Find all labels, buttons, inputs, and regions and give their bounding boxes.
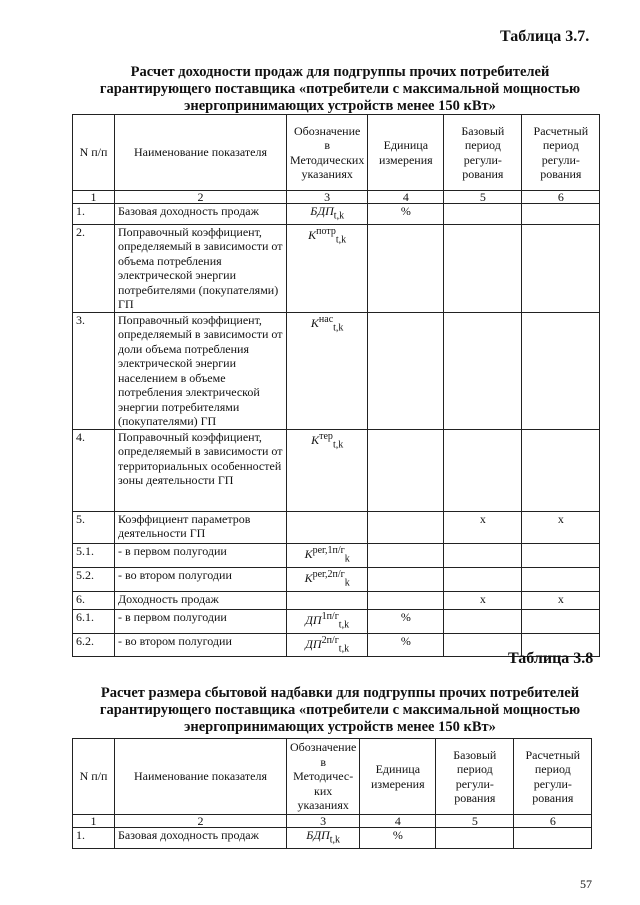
header-unit: Единица измерения: [360, 739, 436, 815]
header-unit: Единица измерения: [368, 115, 444, 191]
header-calc-period: Расчетный период регули-рования: [522, 115, 600, 191]
column-numbers-row: [73, 815, 592, 828]
indicator-name: Доходность продаж: [115, 591, 287, 609]
calc-period-cell: [514, 828, 592, 849]
base-period-cell: [444, 224, 522, 312]
header-calc-period: Расчетный период регули-рования: [514, 739, 592, 815]
col-number: 5: [436, 815, 514, 828]
table-row: [73, 609, 600, 633]
col-number: 3: [287, 191, 368, 204]
designation-cell: [287, 224, 368, 312]
calc-period-cell: [522, 609, 600, 633]
col-number: 4: [360, 815, 436, 828]
designation-cell: [287, 312, 368, 429]
table-row: [73, 543, 600, 567]
designation-symbol: ДП: [305, 612, 322, 627]
designation-cell: [287, 567, 368, 591]
designation-superscript: рег,1п/г: [312, 544, 345, 556]
header-num: N п/п: [73, 739, 115, 815]
heading-line: энергопринимающих устройств менее 150 кВт»: [184, 719, 496, 735]
indicator-name: - в первом полугодии: [115, 543, 287, 567]
header-name: Наименование показателя: [115, 115, 287, 191]
table-3-7-label: Таблица 3.7.: [500, 28, 590, 45]
col-number: 3: [287, 815, 360, 828]
designation-subscript: t,k: [329, 834, 341, 846]
header-name: Наименование показателя: [115, 739, 287, 815]
unit-cell: %: [368, 633, 444, 657]
designation-subscript: t,k: [335, 234, 347, 246]
table-row: [73, 312, 600, 429]
designation-subscript: t,k: [333, 210, 345, 222]
designation-superscript: тер: [319, 430, 333, 442]
row-number: 4.: [73, 429, 115, 511]
unit-cell: %: [360, 828, 436, 849]
col-number: 5: [444, 191, 522, 204]
indicator-name: Поправочный коэффициент, определяемый в зависимости от территориальных особенностей зоны деятельности ГП: [115, 429, 287, 511]
unit-cell: [368, 511, 444, 543]
header-base-period: Базовый период регули-рования: [444, 115, 522, 191]
row-number: 5.2.: [73, 567, 115, 591]
col-number: 1: [73, 191, 115, 204]
heading-line: энергопринимающих устройств менее 150 кВт»: [184, 98, 496, 114]
row-number: 6.: [73, 591, 115, 609]
designation-symbol: БДП: [306, 828, 330, 842]
table-row: [73, 828, 592, 849]
base-period-cell: x: [444, 511, 522, 543]
col-number: 2: [115, 815, 287, 828]
designation-cell: [287, 429, 368, 511]
designation-symbol: K: [304, 570, 313, 585]
unit-cell: [368, 591, 444, 609]
unit-cell: [368, 312, 444, 429]
row-number: 6.1.: [73, 609, 115, 633]
table-3-7: [72, 114, 600, 657]
designation-cell: [287, 511, 368, 543]
calc-period-cell: [522, 312, 600, 429]
base-period-cell: [444, 429, 522, 511]
designation-subscript: k: [344, 577, 350, 589]
designation-superscript: потр: [316, 225, 336, 237]
table-row: [73, 429, 600, 511]
unit-cell: [368, 224, 444, 312]
designation-cell: [287, 591, 368, 609]
col-number: 2: [115, 191, 287, 204]
table-3-8-heading: [60, 685, 620, 736]
indicator-name: Поправочный коэффициент, определяемый в зависимости от объема потребления электрической энергии потребителями (покупателями) ГП: [115, 224, 287, 312]
indicator-name: Коэффициент параметров деятельности ГП: [115, 511, 287, 543]
row-number: 1.: [73, 204, 115, 225]
base-period-cell: [444, 312, 522, 429]
designation-superscript: 1п/г: [321, 610, 339, 622]
designation-subscript: t,k: [332, 439, 344, 451]
designation-symbol: ДП: [305, 636, 322, 651]
designation-superscript: нас: [318, 313, 334, 325]
header-base-period: Базовый период регули-рования: [436, 739, 514, 815]
designation-cell: [287, 204, 368, 225]
indicator-name: Базовая доходность продаж: [115, 204, 287, 225]
base-period-cell: x: [444, 591, 522, 609]
heading-line: Расчет доходности продаж для подгруппы прочих потребителей: [130, 64, 550, 80]
col-number: 6: [514, 815, 592, 828]
row-number: 5.: [73, 511, 115, 543]
calc-period-cell: [522, 543, 600, 567]
header-num: N п/п: [73, 115, 115, 191]
designation-cell: [287, 828, 360, 849]
indicator-name: - во втором полугодии: [115, 567, 287, 591]
designation-cell: [287, 543, 368, 567]
designation-symbol: K: [304, 546, 313, 561]
row-number: 3.: [73, 312, 115, 429]
indicator-name: Поправочный коэффициент, определяемый в зависимости от доли объема потребления электрической энергии населением в объеме потребления электрической энергии потребителями (покупателями) ГП: [115, 312, 287, 429]
col-number: 4: [368, 191, 444, 204]
calc-period-cell: x: [522, 591, 600, 609]
calc-period-cell: x: [522, 511, 600, 543]
page-number: 57: [580, 877, 592, 891]
heading-line: Расчет размера сбытовой надбавки для подгруппы прочих потребителей: [100, 685, 580, 701]
base-period-cell: [436, 828, 514, 849]
col-number: 1: [73, 815, 115, 828]
base-period-cell: [444, 567, 522, 591]
row-number: 1.: [73, 828, 115, 849]
header-designation: Обозначение в Методичес-ких указаниях: [287, 739, 360, 815]
designation-symbol: K: [311, 432, 320, 447]
designation-cell: [287, 609, 368, 633]
designation-symbol: БДП: [310, 204, 334, 218]
designation-superscript: рег,2п/г: [312, 568, 345, 580]
unit-cell: %: [368, 609, 444, 633]
designation-symbol: K: [308, 227, 317, 242]
col-number: 6: [522, 191, 600, 204]
table-3-7-heading: [60, 64, 620, 115]
designation-subscript: t,k: [338, 642, 350, 654]
table-row: [73, 511, 600, 543]
row-number: 2.: [73, 224, 115, 312]
table-row: [73, 204, 600, 225]
table-row: [73, 224, 600, 312]
base-period-cell: [444, 204, 522, 225]
table-row: [73, 567, 600, 591]
base-period-cell: [444, 543, 522, 567]
indicator-name: - во втором полугодии: [115, 633, 287, 657]
unit-cell: [368, 429, 444, 511]
header-designation: Обозначение в Методических указаниях: [287, 115, 368, 191]
row-number: 6.2.: [73, 633, 115, 657]
table-3-8: [72, 738, 592, 849]
table-3-8-label: Таблица 3.8: [508, 650, 594, 667]
base-period-cell: [444, 609, 522, 633]
calc-period-cell: [522, 429, 600, 511]
unit-cell: [368, 543, 444, 567]
column-numbers-row: [73, 191, 600, 204]
heading-line: гарантирующего поставщика «потребители с максимальной мощностью: [99, 702, 581, 718]
indicator-name: Базовая доходность продаж: [115, 828, 287, 849]
indicator-name: - в первом полугодии: [115, 609, 287, 633]
calc-period-cell: [522, 224, 600, 312]
designation-cell: [287, 633, 368, 657]
unit-cell: %: [368, 204, 444, 225]
designation-symbol: K: [310, 315, 319, 330]
designation-subscript: t,k: [333, 322, 344, 334]
designation-subscript: k: [344, 553, 350, 565]
row-number: 5.1.: [73, 543, 115, 567]
calc-period-cell: [522, 204, 600, 225]
designation-superscript: 2п/г: [321, 634, 339, 646]
heading-line: гарантирующего поставщика «потребители с максимальной мощностью: [99, 81, 581, 97]
designation-subscript: t,k: [338, 619, 350, 631]
unit-cell: [368, 567, 444, 591]
table-row: [73, 591, 600, 609]
calc-period-cell: [522, 567, 600, 591]
